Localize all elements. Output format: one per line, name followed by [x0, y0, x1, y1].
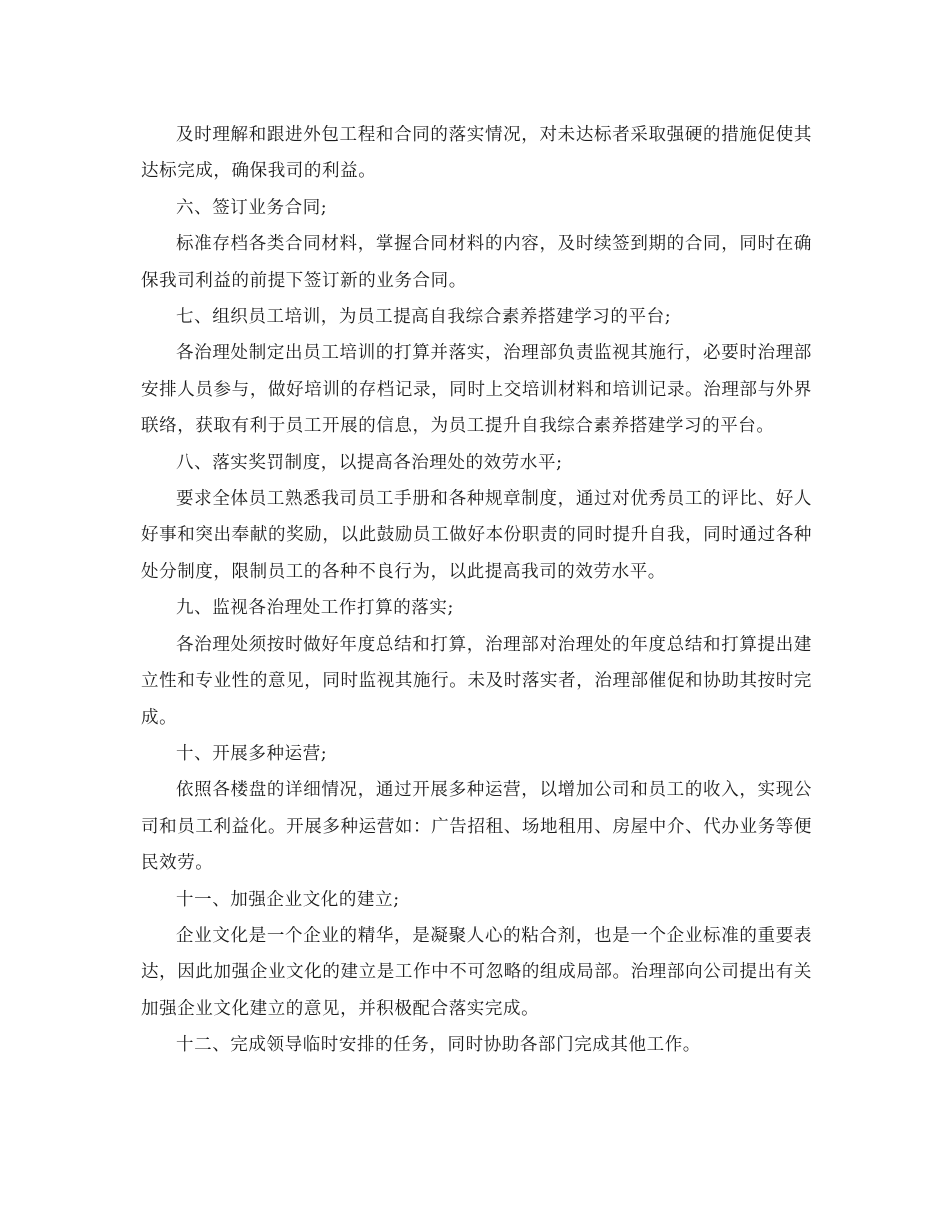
heading-6-sign-contracts: 六、签订业务合同; [176, 197, 328, 218]
document-page [141, 117, 812, 1064]
heading-9-supervise-plans: 九、监视各治理处工作打算的落实; [176, 598, 454, 619]
paragraph-operations: 依照各楼盘的详细情况，通过开展多种运营，以增加公司和员工的收入，实现公司和员工利益化。开展多种运营如：广告招租、场地租用、房屋中介、代办业务等便民效劳。 [141, 780, 812, 874]
paragraph-contracts: 标准存档各类合同材料，掌握合同材料的内容，及时续签到期的合同，同时在确保我司利益的前提下签订新的业务合同。 [141, 234, 812, 291]
paragraph-plans: 各治理处须按时做好年度总结和打算，治理部对治理处的年度总结和打算提出建立性和专业性的意见，同时监视其施行。未及时落实者，治理部催促和协助其按时完成。 [141, 634, 812, 728]
heading-12-other-tasks: 十二、完成领导临时安排的任务，同时协助各部门完成其他工作。 [176, 1035, 701, 1056]
paragraph-continuation: 及时理解和跟进外包工程和合同的落实情况，对未达标者采取强硬的措施促使其达标完成，确保我司的利益。 [141, 125, 812, 182]
paragraph-training: 各治理处制定出员工培训的打算并落实，治理部负责监视其施行，必要时治理部安排人员参与，做好培训的存档记录，同时上交培训材料和培训记录。治理部与外界联络，获取有利于员工开展的信息，为员工提升自我综合素养搭建学习的平台。 [141, 343, 812, 437]
heading-11-corporate-culture: 十一、加强企业文化的建立; [176, 889, 400, 910]
paragraph-rewards: 要求全体员工熟悉我司员工手册和各种规章制度，通过对优秀员工的评比、好人好事和突出奉献的奖励，以此鼓励员工做好本份职责的同时提升自我，同时通过各种处分制度，限制员工的各种不良行为，以此提高我司的效劳水平。 [141, 489, 812, 582]
paragraph-culture: 企业文化是一个企业的精华，是凝聚人心的粘合剂，也是一个企业标准的重要表达，因此加强企业文化的建立是工作中不可忽略的组成局部。治理部向公司提出有关加强企业文化建立的意见，并积极配合落实完成。 [141, 925, 812, 1019]
heading-7-staff-training: 七、组织员工培训，为员工提高自我综合素养搭建学习的平台; [176, 307, 672, 328]
heading-10-diversified-operations: 十、开展多种运营; [176, 743, 328, 764]
heading-8-rewards-penalties: 八、落实奖罚制度，以提高各治理处的效劳水平; [176, 452, 563, 473]
